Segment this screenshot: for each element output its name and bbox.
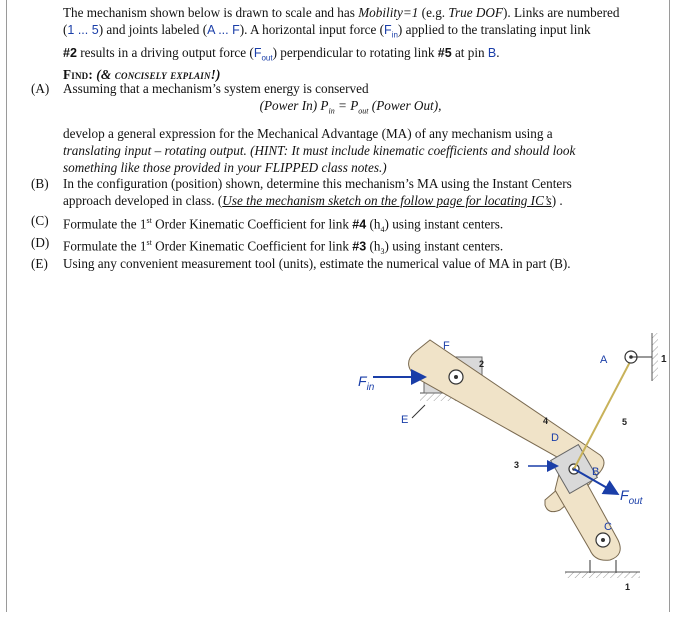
question-text: Assuming that a mechanism’s system energy is conserved: [63, 81, 369, 96]
joint-c-center: [601, 538, 605, 542]
intro-text: ) applied to the translating input link: [397, 22, 591, 37]
question-label: (A): [31, 81, 50, 96]
find-word: Find:: [63, 67, 93, 82]
question-label: (D): [31, 235, 50, 250]
joint-label-c: C: [604, 521, 612, 533]
link-4-ref: #4: [352, 217, 367, 232]
fout-symbol: $F_{out}$: [253, 45, 273, 62]
question-label: (C): [31, 213, 49, 228]
joint-label-d: D: [551, 432, 559, 444]
link-label-5: 5: [622, 417, 628, 427]
joint-label-e: E: [401, 414, 409, 426]
intro-text: The mechanism shown below is drawn to scale and has: [63, 5, 359, 20]
intro-text: (: [63, 22, 68, 37]
link-3-ref: #3: [352, 239, 367, 254]
question-label: (E): [31, 256, 48, 271]
pin-b-ref: B: [487, 45, 497, 60]
joint-label-a: A: [600, 354, 608, 366]
question-text: Using any convenient measurement tool (units), estimate the numerical value of MA in part (B).: [63, 256, 571, 271]
question-body: Formulate the 1st Order Kinematic Coefficient for link #3 $(h_3)$ using instant centers.: [63, 238, 504, 257]
ground-hatch: [652, 333, 658, 381]
ground-hatch: [565, 572, 640, 578]
mobility-text: Mobility=1: [358, 5, 419, 20]
intro-text: ) perpendicular to rotating link: [272, 44, 438, 60]
link-2-ref: #2: [63, 45, 77, 60]
dof-text: True DOF: [448, 5, 503, 20]
power-equation: (Power In) $P_{in} = P_{out}$ (Power Out),: [259, 98, 442, 116]
hint-text: something like those provided in your FLIPPED class notes.): [63, 159, 387, 175]
joint-label-f: F: [443, 340, 450, 352]
joint-label-b: B: [592, 466, 600, 478]
link-label-1-top: 1: [661, 354, 667, 365]
link-label-3: 3: [514, 460, 520, 470]
question-text: develop a general expression for the Mechanical Advantage (MA) of any mechanism using a: [63, 125, 553, 141]
link-label-2: 2: [479, 359, 485, 369]
joint-e-center: [454, 375, 458, 379]
link-5-ref: #5: [437, 45, 452, 60]
joints-range: A ... F: [207, 23, 240, 37]
find-rest: (& concisely explain!): [96, 67, 221, 82]
hint-text: translating input – rotating output. (HINT: It must include kinematic coefficients and should look: [63, 142, 576, 158]
intro-text: ) and joints labeled (: [98, 22, 208, 37]
intro-text: ). Links are numbered: [503, 5, 620, 20]
intro-text: at pin: [451, 44, 488, 60]
intro-text: .: [496, 44, 500, 60]
question-text: In the configuration (position) shown, determine this mechanism’s MA using the Instant Centers: [63, 176, 572, 191]
question-body: Formulate the 1st Order Kinematic Coefficient for link #4 $(h_4)$ using instant centers.: [63, 216, 504, 235]
intro-text: results in a driving output force (: [76, 44, 254, 60]
intro-text: ). A horizontal input force (: [239, 22, 385, 37]
question-text: approach developed in class. (Use the mechanism sketch on the follow page for locating IC’s) .: [63, 193, 563, 208]
e-indicator: [412, 405, 425, 418]
link-label-1-bottom: 1: [625, 582, 631, 592]
intro-text: (e.g.: [418, 5, 449, 20]
question-label: (B): [31, 176, 49, 191]
link-label-4: 4: [543, 416, 549, 426]
link-5-rod: [574, 360, 631, 469]
fout-label: $F_{out}$: [620, 487, 643, 507]
fin-symbol: $F_{in}$: [384, 23, 398, 40]
follow-page-link: Use the mechanism sketch on the follow page for locating IC’s: [222, 193, 552, 208]
fin-label: $F_{in}$: [358, 373, 375, 393]
links-range: 1 ... 5: [67, 23, 99, 37]
